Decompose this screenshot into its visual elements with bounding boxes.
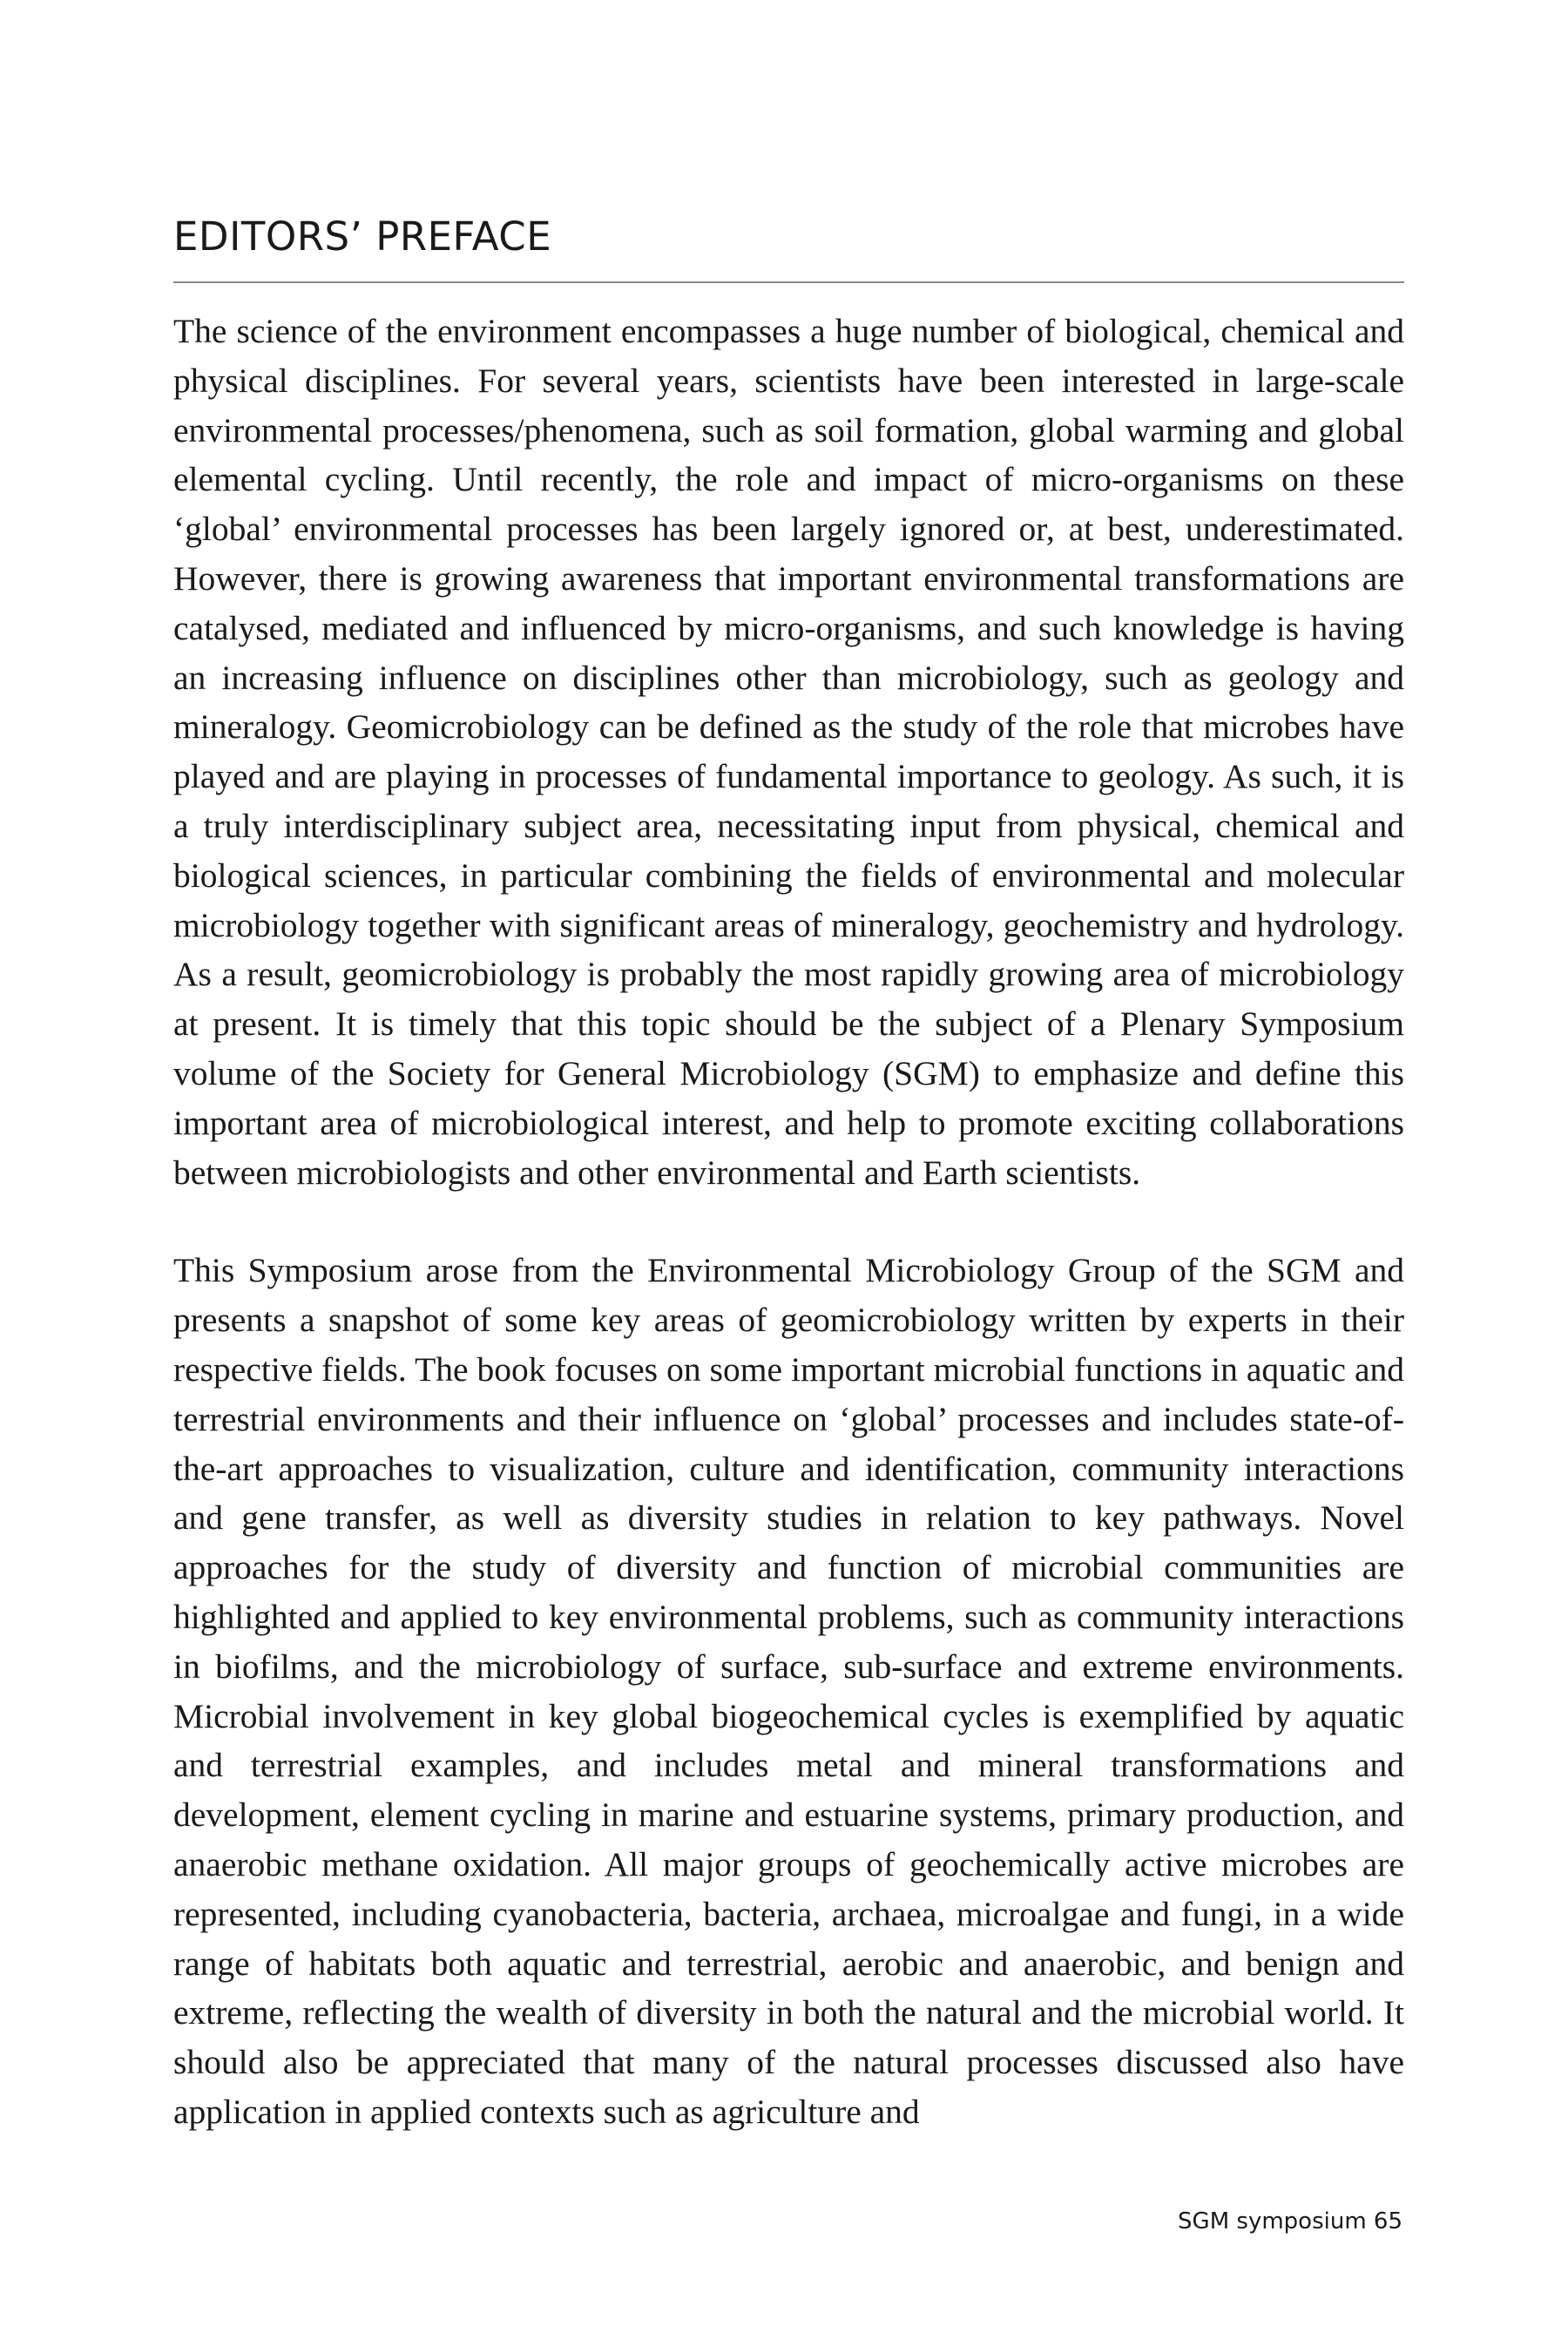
preface-body <box>173 307 1404 2137</box>
page-title: EDITORS’ PREFACE <box>173 213 552 260</box>
title-divider <box>173 281 1404 283</box>
paragraph: The science of the environment encompasses a huge number of biological, chemical and physical disciplines. For several years, scientists have been interested in large-scale environmental processes/phenomena, such as soil formation, global warming and global elemental cycling. Until recently, the role and impact of micro-organisms on these ‘global’ environmental processes has been largely ignored or, at best, underestimated. However, there is growing awareness that important environmental transformations are catalysed, mediated and influenced by micro-organisms, and such knowledge is having an increasing influence on disciplines other than microbiology, such as geology and mineralogy. Geomicrobiology can be defined as the study of the role that microbes have played and are playing in processes of fundamental importance to geology. As such, it is a truly interdisciplinary subject area, necessitating input from physical, chemical and biological sciences, in particular combining the fields of environmental and molecular microbiology together with significant areas of mineralogy, geochemistry and hydrology. As a result, geomicrobiology is probably the most rapidly growing area of microbiology at present. It is timely that this topic should be the subject of a Plenary Symposium volume of the Society for General Microbiology (SGM) to emphasize and define this important area of microbiological interest, and help to promote exciting collaborations between microbiologists and other environmental and Earth scientists. <box>173 312 1404 1192</box>
paragraph: This Symposium arose from the Environmental Microbiology Group of the SGM and presents a snapshot of some key areas of geomicrobiology written by experts in their respective fields. The book focuses on some important microbial functions in aquatic and terrestrial environments and their influence on ‘global’ processes and includes state-of-the-art approaches to visualization, culture and identification, community interactions and gene transfer, as well as diversity studies in relation to key pathways. Novel approaches for the study of diversity and function of microbial communities are highlighted and applied to key environmental problems, such as community interactions in biofilms, and the microbiology of surface, sub-surface and extreme environments. Microbial involvement in key global biogeochemical cycles is exemplified by aquatic and terrestrial examples, and includes metal and mineral transformations and development, element cycling in marine and estuarine systems, primary production, and anaerobic methane oxidation. All major groups of geochemically active microbes are represented, including cyanobacteria, bacteria, archaea, microalgae and fungi, in a wide range of habitats both aquatic and terrestrial, aerobic and anaerobic, and benign and extreme, reflecting the wealth of diversity in both the natural and the microbial world. It should also be appreciated that many of the natural processes discussed also have application in applied contexts such as agriculture and <box>173 1251 1404 2131</box>
running-footer: SGM symposium 65 <box>1178 2208 1402 2235</box>
